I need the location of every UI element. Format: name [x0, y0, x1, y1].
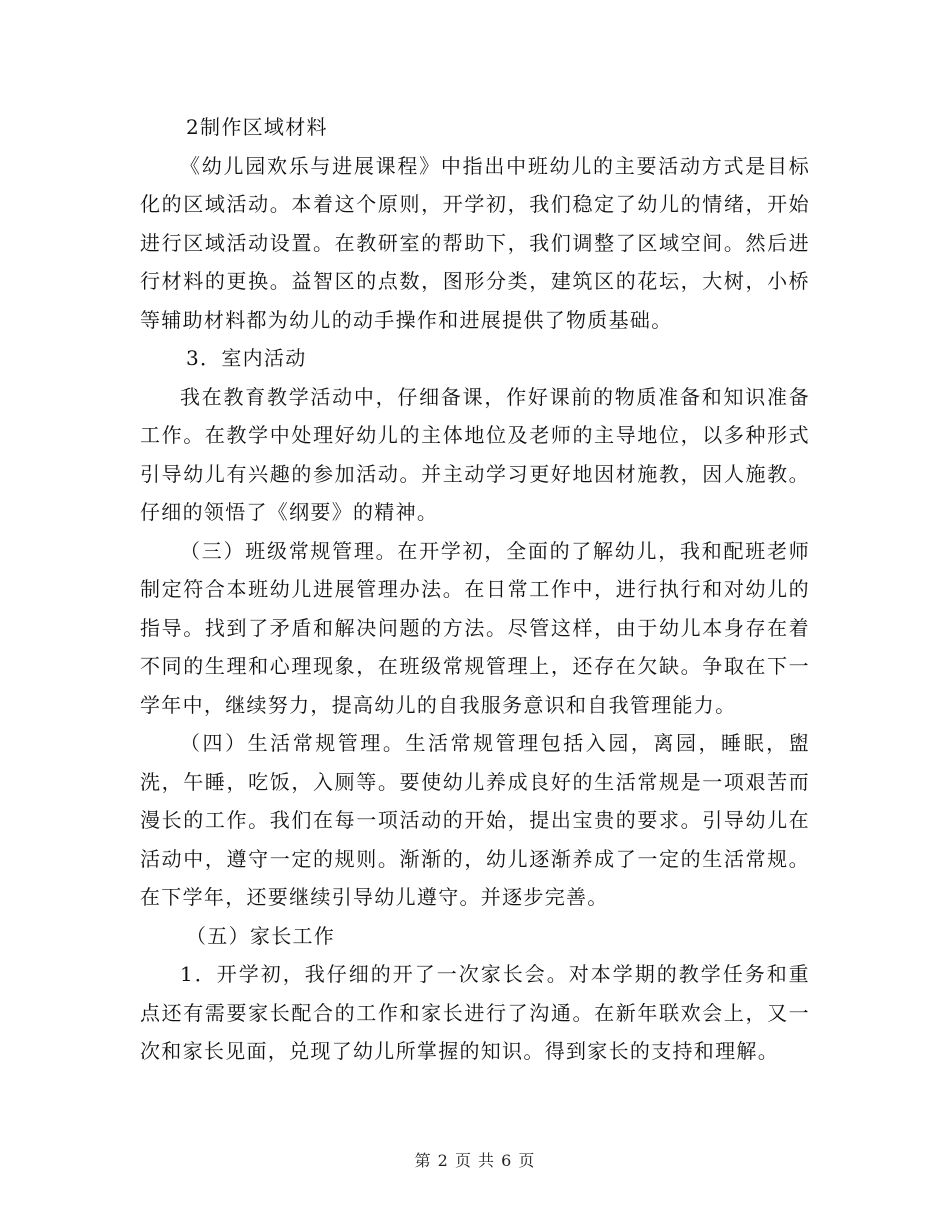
document-body: [140, 108, 810, 1071]
paragraph-area-materials: 《幼儿园欢乐与进展课程》中指出中班幼儿的主要活动方式是目标化的区域活动。本着这个原则，开学初，我们稳定了幼儿的情绪，开始进行区域活动设置。在教研室的帮助下，我们调整了区域空间。然后进行材料的更换。益智区的点数，图形分类，建筑区的花坛，大树，小桥等辅助材料都为幼儿的动手操作和进展提供了物质基础。: [140, 153, 810, 332]
section-heading-indoor-activity: 3．室内活动: [186, 346, 307, 370]
paragraph-class-routine: （三）班级常规管理。在开学初，全面的了解幼儿，我和配班老师制定符合本班幼儿进展管理办法。在日常工作中，进行执行和对幼儿的指导。找到了矛盾和解决问题的方法。尽管这样，由于幼儿本身存在着不同的生理和心理现象，在班级常规管理上，还存在欠缺。争取在下一学年中，继续努力，提高幼儿的自我服务意识和自我管理能力。: [140, 538, 810, 717]
section-heading-parent-work: （五）家长工作: [186, 923, 336, 948]
paragraph-life-routine: （四）生活常规管理。生活常规管理包括入园，离园，睡眠，盥洗，午睡，吃饭，入厕等。要使幼儿养成良好的生活常规是一项艰苦而漫长的工作。我们在每一项活动的开始，提出宝贵的要求。引导幼儿在活动中，遵守一定的规则。渐渐的，幼儿逐渐养成了一定的生活常规。在下学年，还要继续引导幼儿遵守。并逐步完善。: [140, 731, 810, 909]
section-heading-materials: 2制作区域材料: [186, 115, 328, 139]
page-number-footer: 第 2 页 共 6 页: [414, 1151, 536, 1170]
paragraph-indoor-activity: 我在教育教学活动中，仔细备课，作好课前的物质准备和知识准备工作。在教学中处理好幼儿的主体地位及老师的主导地位，以多种形式引导幼儿有兴趣的参加活动。并主动学习更好地因材施教，因人施教。仔细的领悟了《纲要》的精神。: [140, 384, 810, 524]
paragraph-parent-meeting: 1．开学初，我仔细的开了一次家长会。对本学期的教学任务和重点还有需要家长配合的工作和家长进行了沟通。在新年联欢会上，又一次和家长见面，兑现了幼儿所掌握的知识。得到家长的支持和理解。: [140, 962, 810, 1063]
